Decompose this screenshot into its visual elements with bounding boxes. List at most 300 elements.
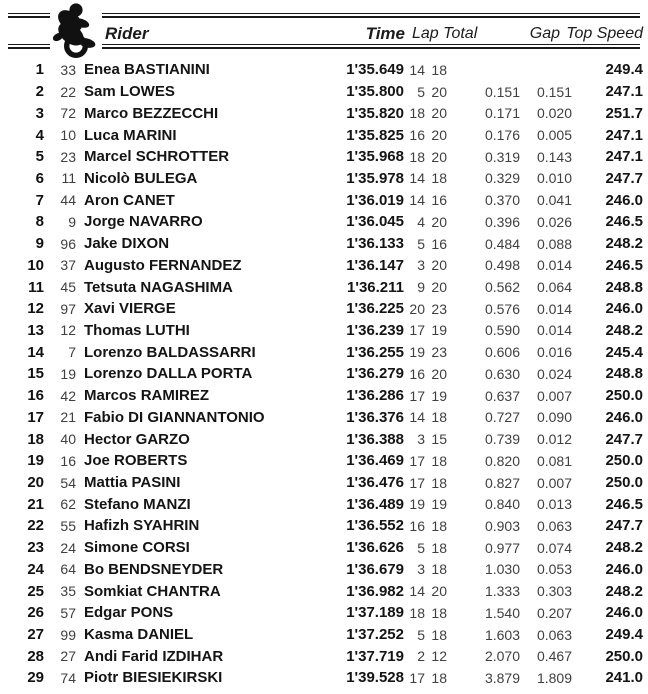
lap-cell: 5: [417, 235, 425, 252]
gap-to-leader-cell: 0.562: [484, 279, 520, 296]
gap-to-previous-cell: 0.014: [536, 300, 572, 317]
column-header-lap-total: Lap Total: [412, 25, 478, 42]
gap-to-leader-cell: 2.070: [484, 648, 520, 665]
top-speed-cell: 250.0: [605, 387, 643, 405]
lap-cell: 3: [417, 431, 425, 448]
top-speed-cell: 250.0: [605, 474, 643, 492]
top-speed-cell: 248.2: [605, 539, 643, 557]
header-rule: [102, 13, 640, 15]
table-row: [0, 624, 648, 646]
lap-cell: 3: [417, 257, 425, 274]
total-laps-cell: 18: [431, 539, 447, 556]
gap-to-previous-cell: 0.088: [536, 235, 572, 252]
total-laps-cell: 20: [431, 257, 447, 274]
total-laps-cell: 20: [431, 583, 447, 600]
rider-number-cell: 44: [60, 192, 76, 209]
lap-cell: 19: [409, 344, 425, 361]
table-row: [0, 580, 648, 602]
rider-name-cell: Aron CANET: [84, 191, 175, 209]
rider-name-cell: Lorenzo DALLA PORTA: [84, 365, 253, 383]
rider-name-cell: Xavi VIERGE: [84, 300, 176, 318]
position-cell: 8: [35, 213, 44, 231]
rider-name-cell: Thomas LUTHI: [84, 321, 190, 339]
top-speed-cell: 246.5: [605, 213, 643, 231]
position-cell: 11: [28, 278, 44, 296]
table-row: [0, 233, 648, 255]
rider-number-cell: 40: [60, 431, 76, 448]
gap-to-leader-cell: 1.030: [484, 561, 520, 578]
best-time-cell: 1'36.679: [346, 560, 404, 578]
best-time-cell: 1'36.388: [346, 430, 404, 448]
table-row: [0, 189, 648, 211]
gap-to-leader-cell: 0.370: [484, 192, 520, 209]
position-cell: 26: [27, 604, 44, 622]
best-time-cell: 1'36.982: [346, 582, 404, 600]
column-header-gap: Gap: [529, 25, 560, 42]
gap-to-previous-cell: 0.013: [536, 496, 572, 513]
table-row: [0, 276, 648, 298]
top-speed-cell: 250.0: [605, 647, 643, 665]
position-cell: 29: [27, 669, 44, 687]
top-speed-cell: 246.5: [605, 256, 643, 274]
gap-to-previous-cell: 0.143: [536, 148, 572, 165]
lap-cell: 14: [409, 170, 425, 187]
best-time-cell: 1'36.476: [346, 474, 404, 492]
lap-cell: 17: [409, 452, 425, 469]
table-header: [0, 0, 648, 59]
table-row: [0, 472, 648, 494]
position-cell: 23: [27, 539, 44, 557]
best-time-cell: 1'36.552: [346, 517, 404, 535]
total-laps-cell: 18: [431, 669, 447, 686]
rider-name-cell: Hafizh SYAHRIN: [84, 517, 200, 535]
top-speed-cell: 246.0: [605, 560, 643, 578]
gap-to-leader-cell: 0.590: [484, 322, 520, 339]
table-row: [0, 645, 648, 667]
lap-cell: 5: [417, 83, 425, 100]
rider-number-cell: 42: [60, 387, 76, 404]
motorcycle-rider-icon: [49, 1, 101, 58]
table-row: [0, 320, 648, 342]
rider-number-cell: 11: [61, 170, 76, 187]
best-time-cell: 1'39.528: [346, 669, 404, 687]
total-laps-cell: 20: [431, 105, 447, 122]
best-time-cell: 1'36.255: [346, 343, 404, 361]
top-speed-cell: 246.0: [605, 191, 643, 209]
rider-name-cell: Kasma DANIEL: [84, 626, 194, 644]
lap-cell: 20: [409, 300, 425, 317]
column-header-rider: Rider: [105, 24, 149, 43]
position-cell: 24: [27, 560, 44, 578]
gap-to-leader-cell: 0.151: [484, 83, 520, 100]
best-time-cell: 1'37.719: [346, 647, 404, 665]
position-cell: 25: [27, 582, 44, 600]
rider-number-cell: 74: [60, 669, 76, 686]
gap-to-previous-cell: 0.467: [536, 648, 572, 665]
best-time-cell: 1'36.045: [346, 213, 404, 231]
lap-cell: 16: [409, 127, 425, 144]
rider-number-cell: 96: [60, 235, 76, 252]
top-speed-cell: 247.7: [605, 169, 643, 187]
gap-to-previous-cell: 0.024: [536, 365, 572, 382]
lap-cell: 17: [409, 387, 425, 404]
gap-to-leader-cell: 0.637: [484, 387, 520, 404]
top-speed-cell: 248.2: [605, 321, 643, 339]
rider-number-cell: 10: [60, 127, 76, 144]
total-laps-cell: 20: [431, 365, 447, 382]
rider-name-cell: Edgar PONS: [84, 604, 174, 622]
gap-to-leader-cell: 0.329: [484, 170, 520, 187]
position-cell: 20: [27, 474, 44, 492]
gap-to-leader-cell: 0.727: [484, 409, 520, 426]
table-row: [0, 168, 648, 190]
table-row: [0, 298, 648, 320]
table-row: [0, 559, 648, 581]
best-time-cell: 1'36.489: [346, 495, 404, 513]
rider-name-cell: Piotr BIESIEKIRSKI: [84, 669, 223, 687]
total-laps-cell: 20: [431, 279, 447, 296]
position-cell: 21: [27, 495, 44, 513]
total-laps-cell: 18: [431, 474, 447, 491]
gap-to-leader-cell: 0.171: [484, 105, 520, 122]
total-laps-cell: 16: [431, 192, 447, 209]
gap-to-previous-cell: 1.809: [536, 669, 572, 686]
table-row: [0, 341, 648, 363]
gap-to-leader-cell: 1.333: [484, 583, 520, 600]
rider-number-cell: 45: [60, 279, 76, 296]
lap-cell: 14: [409, 583, 425, 600]
best-time-cell: 1'36.019: [346, 191, 404, 209]
total-laps-cell: 19: [431, 322, 447, 339]
rider-number-cell: 35: [60, 583, 76, 600]
rider-name-cell: Jorge NAVARRO: [84, 213, 203, 231]
lap-cell: 17: [409, 322, 425, 339]
position-cell: 13: [27, 321, 44, 339]
lap-cell: 16: [409, 517, 425, 534]
rider-name-cell: Marcel SCHROTTER: [84, 148, 230, 166]
best-time-cell: 1'35.968: [346, 148, 404, 166]
position-cell: 10: [27, 256, 44, 274]
best-time-cell: 1'35.825: [346, 126, 404, 144]
gap-to-leader-cell: 1.540: [484, 604, 520, 621]
top-speed-cell: 248.2: [605, 582, 643, 600]
gap-to-previous-cell: 0.053: [536, 561, 572, 578]
top-speed-cell: 251.7: [605, 104, 643, 122]
gap-to-previous-cell: 0.151: [536, 83, 572, 100]
table-row: [0, 254, 648, 276]
table-row: [0, 450, 648, 472]
rider-name-cell: Hector GARZO: [84, 430, 190, 448]
position-cell: 22: [27, 517, 44, 535]
rider-name-cell: Mattia PASINI: [84, 474, 181, 492]
rider-number-cell: 9: [68, 213, 76, 230]
rider-name-cell: Stefano MANZI: [84, 495, 191, 513]
position-cell: 1: [35, 61, 44, 79]
gap-to-leader-cell: 0.820: [484, 452, 520, 469]
lap-cell: 17: [409, 474, 425, 491]
top-speed-cell: 241.0: [605, 669, 643, 687]
table-row: [0, 102, 648, 124]
total-laps-cell: 19: [431, 387, 447, 404]
rider-number-cell: 24: [60, 539, 76, 556]
table-row: [0, 667, 648, 689]
total-laps-cell: 18: [431, 561, 447, 578]
table-row: [0, 146, 648, 168]
gap-to-leader-cell: 0.977: [484, 539, 520, 556]
gap-to-previous-cell: 0.012: [536, 431, 572, 448]
gap-to-previous-cell: 0.063: [536, 626, 572, 643]
gap-to-leader-cell: 0.840: [484, 496, 520, 513]
lap-cell: 19: [409, 496, 425, 513]
gap-to-previous-cell: 0.063: [536, 517, 572, 534]
rider-number-cell: 22: [60, 83, 76, 100]
lap-cell: 18: [409, 105, 425, 122]
rider-number-cell: 99: [60, 626, 76, 643]
rider-number-cell: 16: [60, 452, 76, 469]
lap-cell: 5: [417, 539, 425, 556]
lap-cell: 5: [417, 626, 425, 643]
rider-name-cell: Enea BASTIANINI: [84, 61, 210, 79]
best-time-cell: 1'36.376: [346, 408, 404, 426]
table-row: [0, 602, 648, 624]
rider-name-cell: Somkiat CHANTRA: [84, 582, 221, 600]
top-speed-cell: 250.0: [605, 452, 643, 470]
best-time-cell: 1'36.286: [346, 387, 404, 405]
rider-name-cell: Bo BENDSNEYDER: [84, 560, 224, 578]
rider-number-cell: 7: [68, 344, 76, 361]
gap-to-previous-cell: 0.014: [536, 322, 572, 339]
table-row: [0, 537, 648, 559]
top-speed-cell: 248.2: [605, 235, 643, 253]
top-speed-cell: 249.4: [605, 626, 643, 644]
gap-to-leader-cell: 0.498: [484, 257, 520, 274]
position-cell: 17: [27, 408, 44, 426]
gap-to-leader-cell: 0.319: [484, 148, 520, 165]
position-cell: 3: [35, 104, 44, 122]
total-laps-cell: 23: [431, 344, 447, 361]
best-time-cell: 1'36.133: [346, 235, 404, 253]
total-laps-cell: 18: [431, 409, 447, 426]
header-rule: [102, 47, 640, 49]
total-laps-cell: 20: [431, 127, 447, 144]
gap-to-leader-cell: 0.630: [484, 365, 520, 382]
position-cell: 5: [35, 148, 44, 166]
position-cell: 6: [35, 169, 44, 187]
table-row: [0, 515, 648, 537]
rider-number-cell: 54: [60, 474, 76, 491]
table-row: [0, 385, 648, 407]
total-laps-cell: 12: [431, 648, 447, 665]
position-cell: 9: [35, 235, 44, 253]
total-laps-cell: 23: [431, 300, 447, 317]
rider-name-cell: Joe ROBERTS: [84, 452, 188, 470]
results-table-body: [0, 59, 648, 689]
total-laps-cell: 18: [431, 61, 447, 78]
gap-to-previous-cell: 0.081: [536, 452, 572, 469]
gap-to-leader-cell: 0.484: [484, 235, 520, 252]
best-time-cell: 1'35.800: [346, 83, 404, 101]
lap-cell: 14: [409, 192, 425, 209]
total-laps-cell: 18: [431, 604, 447, 621]
rider-number-cell: 21: [60, 409, 76, 426]
gap-to-previous-cell: 0.207: [536, 604, 572, 621]
gap-to-leader-cell: 0.576: [484, 300, 520, 317]
lap-cell: 9: [417, 279, 425, 296]
rider-number-cell: 97: [60, 300, 76, 317]
table-row: [0, 59, 648, 81]
top-speed-cell: 246.5: [605, 495, 643, 513]
rider-number-cell: 27: [60, 648, 76, 665]
position-cell: 18: [27, 430, 44, 448]
gap-to-previous-cell: 0.074: [536, 539, 572, 556]
rider-name-cell: Augusto FERNANDEZ: [84, 256, 242, 274]
position-cell: 27: [27, 626, 44, 644]
best-time-cell: 1'37.252: [346, 626, 404, 644]
rider-name-cell: Andi Farid IZDIHAR: [84, 647, 224, 665]
position-cell: 7: [35, 191, 44, 209]
best-time-cell: 1'36.211: [347, 278, 404, 296]
header-rule: [8, 16, 50, 18]
rider-number-cell: 62: [60, 496, 76, 513]
gap-to-previous-cell: 0.014: [536, 257, 572, 274]
total-laps-cell: 20: [431, 213, 447, 230]
rider-name-cell: Luca MARINI: [84, 126, 177, 144]
best-time-cell: 1'35.649: [346, 61, 404, 79]
gap-to-previous-cell: 0.007: [536, 474, 572, 491]
lap-cell: 14: [409, 409, 425, 426]
best-time-cell: 1'35.978: [346, 169, 404, 187]
top-speed-cell: 247.7: [605, 430, 643, 448]
header-rule: [102, 16, 640, 18]
lap-cell: 2: [417, 648, 425, 665]
table-row: [0, 363, 648, 385]
total-laps-cell: 18: [431, 170, 447, 187]
header-rule: [8, 13, 50, 15]
best-time-cell: 1'36.225: [346, 300, 404, 318]
position-cell: 14: [27, 343, 44, 361]
rider-number-cell: 23: [60, 148, 76, 165]
gap-to-leader-cell: 3.879: [484, 669, 520, 686]
gap-to-previous-cell: 0.064: [536, 279, 572, 296]
total-laps-cell: 20: [431, 83, 447, 100]
gap-to-leader-cell: 0.903: [484, 517, 520, 534]
rider-name-cell: Fabio DI GIANNANTONIO: [84, 408, 265, 426]
total-laps-cell: 20: [431, 148, 447, 165]
total-laps-cell: 15: [431, 431, 447, 448]
top-speed-cell: 247.1: [605, 83, 643, 101]
total-laps-cell: 18: [431, 452, 447, 469]
gap-to-previous-cell: 0.005: [536, 127, 572, 144]
gap-to-leader-cell: 0.739: [484, 431, 520, 448]
lap-cell: 16: [409, 365, 425, 382]
top-speed-cell: 247.1: [605, 126, 643, 144]
gap-to-previous-cell: 0.303: [536, 583, 572, 600]
top-speed-cell: 247.1: [605, 148, 643, 166]
rider-name-cell: Marcos RAMIREZ: [84, 387, 210, 405]
rider-name-cell: Lorenzo BALDASSARRI: [84, 343, 256, 361]
position-cell: 16: [27, 387, 44, 405]
rider-number-cell: 57: [60, 604, 76, 621]
total-laps-cell: 16: [431, 235, 447, 252]
gap-to-leader-cell: 0.396: [484, 213, 520, 230]
rider-name-cell: Jake DIXON: [84, 235, 170, 253]
table-row: [0, 124, 648, 146]
gap-to-previous-cell: 0.090: [536, 409, 572, 426]
table-row: [0, 211, 648, 233]
column-header-top-speed: Top Speed: [566, 25, 643, 42]
best-time-cell: 1'37.189: [346, 604, 404, 622]
gap-to-leader-cell: 0.606: [484, 344, 520, 361]
gap-to-previous-cell: 0.020: [536, 105, 572, 122]
rider-number-cell: 33: [60, 61, 76, 78]
top-speed-cell: 246.0: [605, 604, 643, 622]
gap-to-previous-cell: 0.016: [536, 344, 572, 361]
top-speed-cell: 246.0: [605, 408, 643, 426]
lap-cell: 3: [417, 561, 425, 578]
table-row: [0, 493, 648, 515]
position-cell: 28: [27, 647, 44, 665]
rider-name-cell: Nicolò BULEGA: [84, 169, 198, 187]
gap-to-previous-cell: 0.026: [536, 213, 572, 230]
position-cell: 2: [35, 83, 44, 101]
best-time-cell: 1'35.820: [346, 104, 404, 122]
total-laps-cell: 18: [431, 626, 447, 643]
rider-number-cell: 12: [60, 322, 76, 339]
position-cell: 15: [27, 365, 44, 383]
best-time-cell: 1'36.469: [346, 452, 404, 470]
total-laps-cell: 18: [431, 517, 447, 534]
best-time-cell: 1'36.147: [346, 256, 404, 274]
header-rule: [8, 47, 50, 49]
best-time-cell: 1'36.279: [346, 365, 404, 383]
best-time-cell: 1'36.626: [346, 539, 404, 557]
rider-number-cell: 72: [60, 105, 76, 122]
position-cell: 4: [35, 126, 44, 144]
rider-number-cell: 55: [60, 517, 76, 534]
gap-to-leader-cell: 1.603: [484, 626, 520, 643]
gap-to-leader-cell: 0.176: [484, 127, 520, 144]
top-speed-cell: 248.8: [605, 365, 643, 383]
table-row: [0, 81, 648, 103]
top-speed-cell: 247.7: [605, 517, 643, 535]
best-time-cell: 1'36.239: [346, 321, 404, 339]
lap-cell: 14: [409, 61, 425, 78]
top-speed-cell: 245.4: [605, 343, 643, 361]
header-rule: [8, 44, 50, 46]
top-speed-cell: 249.4: [605, 61, 643, 79]
lap-cell: 18: [409, 604, 425, 621]
gap-to-leader-cell: 0.827: [484, 474, 520, 491]
table-row: [0, 428, 648, 450]
rider-number-cell: 19: [60, 365, 76, 382]
table-row: [0, 407, 648, 429]
position-cell: 19: [27, 452, 44, 470]
rider-name-cell: Tetsuta NAGASHIMA: [84, 278, 233, 296]
column-header-time: Time: [365, 24, 405, 43]
rider-number-cell: 37: [60, 257, 76, 274]
lap-cell: 4: [417, 213, 425, 230]
lap-cell: 18: [409, 148, 425, 165]
total-laps-cell: 19: [431, 496, 447, 513]
rider-name-cell: Sam LOWES: [84, 83, 175, 101]
position-cell: 12: [27, 300, 44, 318]
gap-to-previous-cell: 0.007: [536, 387, 572, 404]
rider-number-cell: 64: [60, 561, 76, 578]
gap-to-previous-cell: 0.041: [536, 192, 572, 209]
rider-name-cell: Marco BEZZECCHI: [84, 104, 219, 122]
top-speed-cell: 246.0: [605, 300, 643, 318]
top-speed-cell: 248.8: [605, 278, 643, 296]
